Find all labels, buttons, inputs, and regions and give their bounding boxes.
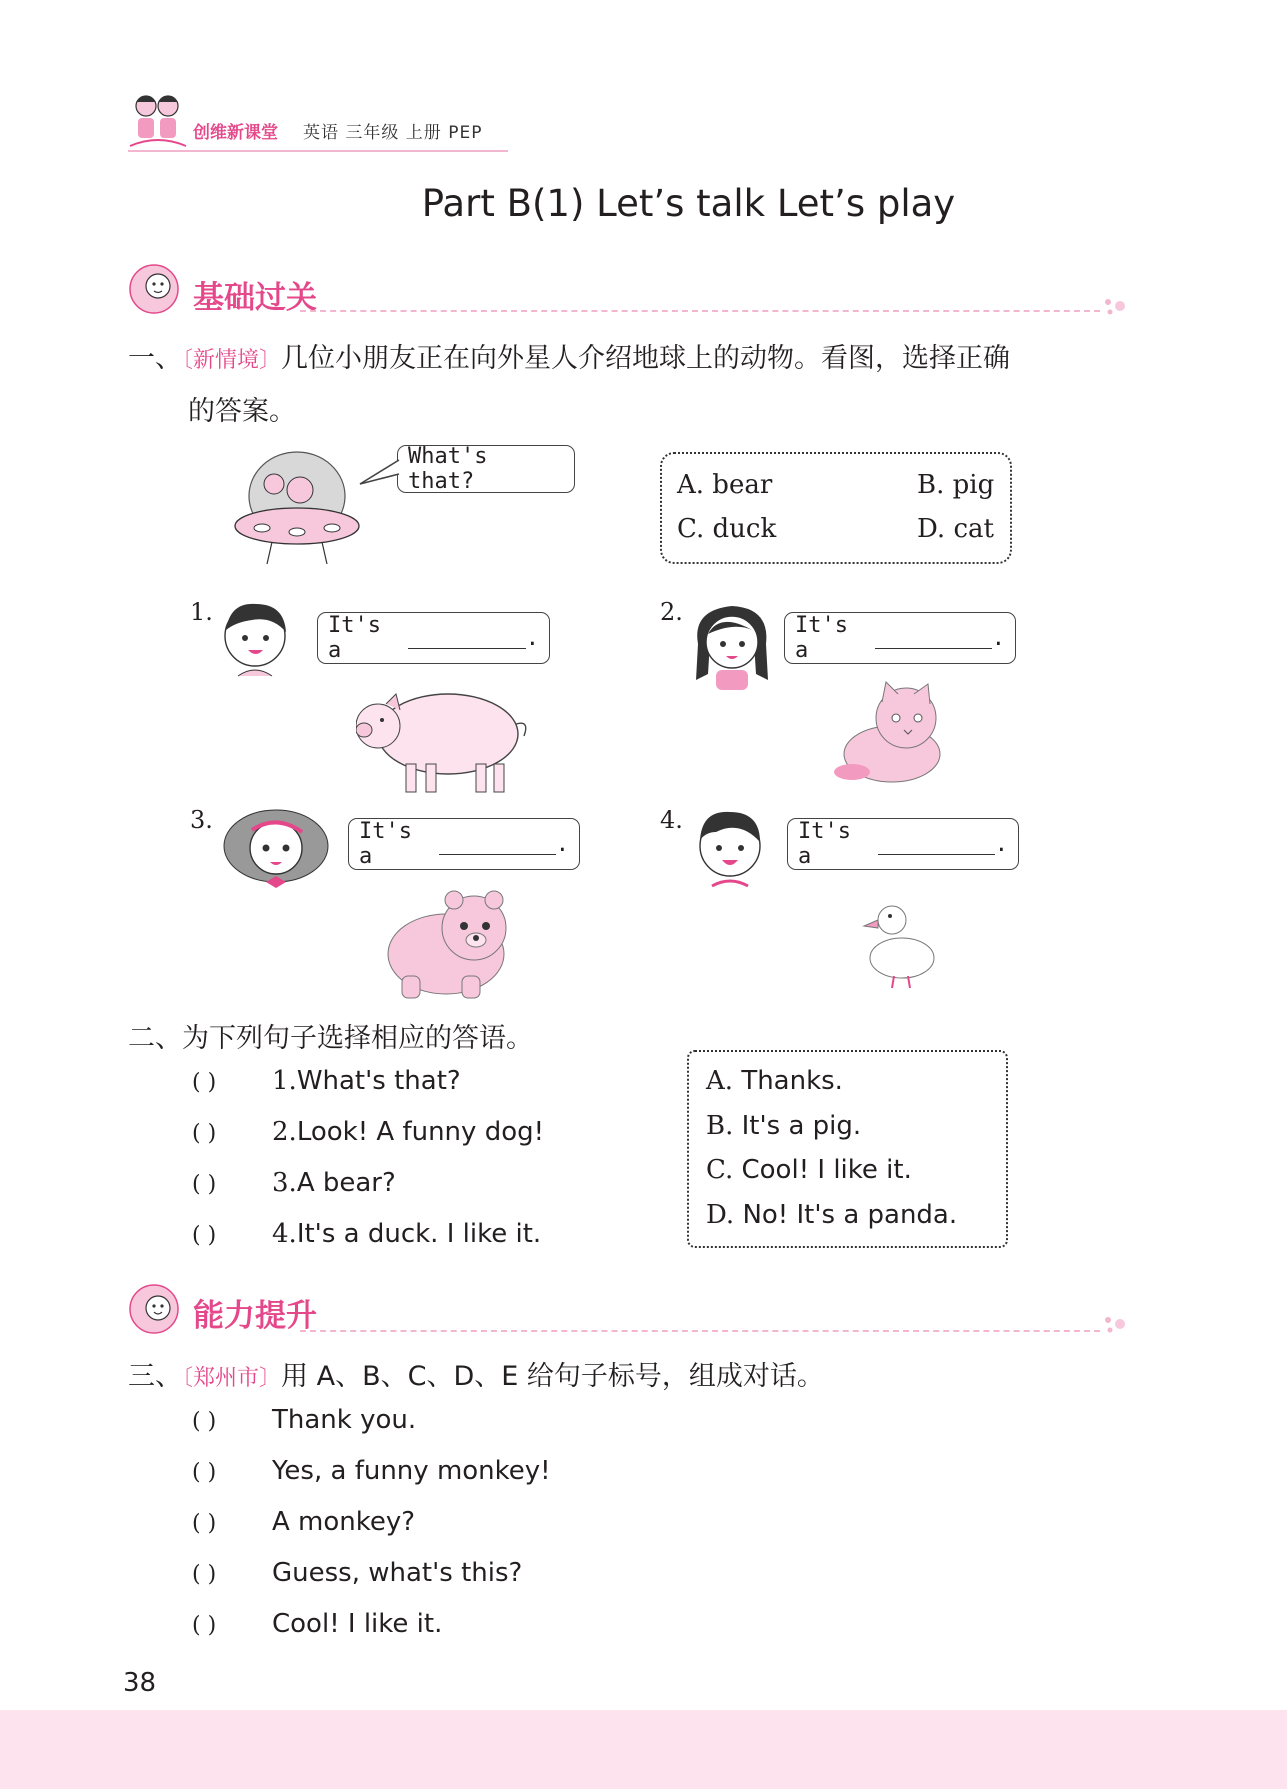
- answer-paren[interactable]: ( ): [192, 1460, 217, 1485]
- q2-row-1: ( ) 1.What's that?: [192, 1066, 461, 1096]
- q1-number: 一、: [128, 343, 182, 374]
- header-meta: 英语 三年级 上册 PEP: [303, 123, 483, 143]
- q3-row-4: ( ) Guess, what's this?: [192, 1558, 523, 1588]
- section-title-basic: 基础过关: [193, 280, 317, 316]
- header-brand: 创维新课堂: [193, 123, 278, 143]
- section-mascot-icon: [128, 1282, 184, 1336]
- section-mascot-icon: [128, 262, 184, 316]
- q2-row-2: ( ) 2.Look! A funny dog!: [192, 1117, 545, 1147]
- answer-blank[interactable]: [875, 628, 992, 649]
- duck-illustration: [858, 898, 940, 990]
- section-divider: [300, 1330, 1100, 1332]
- answer-blank[interactable]: [408, 628, 526, 649]
- alien-ufo-illustration: [232, 448, 362, 566]
- dots-decoration-icon: [1102, 1314, 1132, 1334]
- q1-item-2-number: 2.: [660, 598, 683, 626]
- header-divider: [128, 150, 508, 152]
- q3-number: 三、: [128, 1361, 182, 1392]
- answer-paren[interactable]: ( ): [192, 1172, 217, 1197]
- q1-option-c: C. duck: [677, 514, 777, 544]
- q1-options-box: [660, 452, 1012, 564]
- q1-option-b: B. pig: [917, 470, 995, 500]
- q1-item-1-number: 1.: [190, 598, 213, 626]
- q3-row-3: ( ) A monkey?: [192, 1507, 416, 1537]
- answer-paren[interactable]: ( ): [192, 1511, 217, 1536]
- answer-blank[interactable]: [439, 834, 556, 855]
- girl-avatar: [690, 594, 774, 694]
- q3-row-2: ( ) Yes, a funny monkey!: [192, 1456, 551, 1486]
- q2-answer-c: C. Cool! I like it.: [706, 1155, 912, 1185]
- q3-row-5: ( ) Cool! I like it.: [192, 1609, 443, 1639]
- q1-text-line1: 几位小朋友正在向外星人介绍地球上的动物。看图，选择正确: [281, 343, 1011, 374]
- answer-paren[interactable]: ( ): [192, 1223, 217, 1248]
- answer-blank[interactable]: [878, 834, 995, 855]
- q1-item-4-bubble: It's a .: [787, 818, 1019, 870]
- q3-row-1: ( ) Thank you.: [192, 1405, 417, 1435]
- q3-instruction: [128, 1354, 824, 1393]
- answer-paren[interactable]: ( ): [192, 1613, 217, 1638]
- q2-answer-b: B. It's a pig.: [706, 1111, 862, 1141]
- dots-decoration-icon: [1102, 296, 1132, 316]
- q2-answer-d: D. No! It's a panda.: [706, 1200, 958, 1230]
- boy2-avatar: [688, 802, 772, 898]
- q1-item-4-number: 4.: [660, 806, 683, 834]
- q1-item-3-bubble: It's a .: [348, 818, 580, 870]
- pig-illustration: [356, 680, 532, 796]
- bubble-tail-icon: [358, 458, 400, 486]
- q3-text: 用 A、B、C、D、E 给句子标号，组成对话。: [281, 1361, 824, 1392]
- answer-paren[interactable]: ( ): [192, 1121, 217, 1146]
- q1-option-d: D. cat: [917, 514, 994, 544]
- answer-paren[interactable]: ( ): [192, 1409, 217, 1434]
- footer-band: [0, 1710, 1287, 1789]
- answer-paren[interactable]: ( ): [192, 1070, 217, 1095]
- q2-answer-a: A. Thanks.: [706, 1066, 843, 1096]
- header-kids-logo: [126, 88, 190, 152]
- page-number: 38: [123, 1668, 157, 1698]
- q1-item-1-bubble: It's a .: [317, 612, 550, 664]
- q2-row-3: ( ) 3.A bear?: [192, 1168, 396, 1198]
- q1-item-2-bubble: It's a .: [784, 612, 1016, 664]
- q1-tag: 〔新情境〕: [182, 348, 282, 373]
- page-title: Part B(1) Let’s talk Let’s play: [421, 182, 956, 225]
- section-title-advanced: 能力提升: [193, 1298, 317, 1334]
- q1-option-a: A. bear: [677, 470, 773, 500]
- q1-item-3-number: 3.: [190, 806, 213, 834]
- q2-instruction: 二、为下列句子选择相应的答语。: [128, 1023, 533, 1054]
- q1-instruction-line2: 的答案。: [188, 396, 296, 427]
- bear-illustration: [382, 884, 516, 1000]
- q1-instruction: [128, 336, 1010, 375]
- cat-illustration: [832, 678, 950, 784]
- alien-speech-bubble: What's that?: [397, 445, 575, 493]
- curly-girl-avatar: [218, 802, 336, 894]
- section-divider: [300, 310, 1100, 312]
- answer-paren[interactable]: ( ): [192, 1562, 217, 1587]
- q3-tag: 〔郑州市〕: [182, 1366, 282, 1391]
- boy-avatar: [216, 594, 294, 690]
- q2-row-4: ( ) 4.It's a duck. I like it.: [192, 1219, 542, 1249]
